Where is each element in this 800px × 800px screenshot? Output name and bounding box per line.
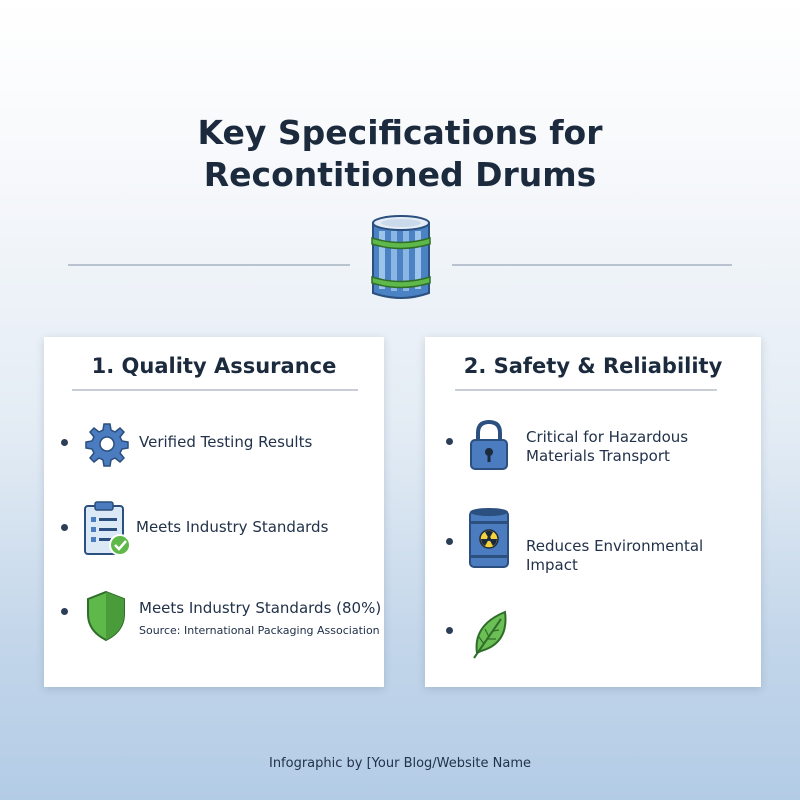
card-divider [455,389,717,391]
card-heading: 2. Safety & Reliability [463,354,723,378]
item-line-1: Reduces Environmental [526,537,704,555]
shield-icon [84,590,128,642]
item-environmental-impact [526,537,703,575]
drum-icon [366,213,436,305]
item-verified-testing: Verified Testing Results [139,433,313,451]
bullet [446,538,453,545]
quality-assurance-card [44,337,384,687]
footer-credit: Infographic by [Your Blog/Website Name [268,756,531,771]
item-line-2: Impact [526,556,578,574]
item-line-1: Critical for Hazardous [526,428,689,446]
item-line-2: Materials Transport [526,447,670,465]
card-heading: 1. Quality Assurance [91,354,337,378]
clipboard-check-icon [82,501,132,559]
page-title [0,112,800,196]
hazard-barrel-icon [467,507,511,571]
title-line-2: Recontitioned Drums [203,155,597,194]
item-industry-standards: Meets Industry Standards [136,518,329,536]
divider-left [68,264,350,266]
padlock-icon [467,419,511,471]
bullet [61,608,68,615]
bullet [446,438,453,445]
title-line-1: Key Specifications for [197,113,603,152]
bullet [446,627,453,634]
item-hazardous-transport [526,428,688,466]
item-industry-standards-percent: Meets Industry Standards (80%) [139,599,382,617]
bullet [61,439,68,446]
card-divider [72,389,358,391]
gear-icon [84,421,130,467]
safety-reliability-card [425,337,761,687]
bullet [61,524,68,531]
divider-right [452,264,732,266]
leaf-icon [471,609,509,659]
item-source-note: Source: International Packaging Association [139,624,380,637]
